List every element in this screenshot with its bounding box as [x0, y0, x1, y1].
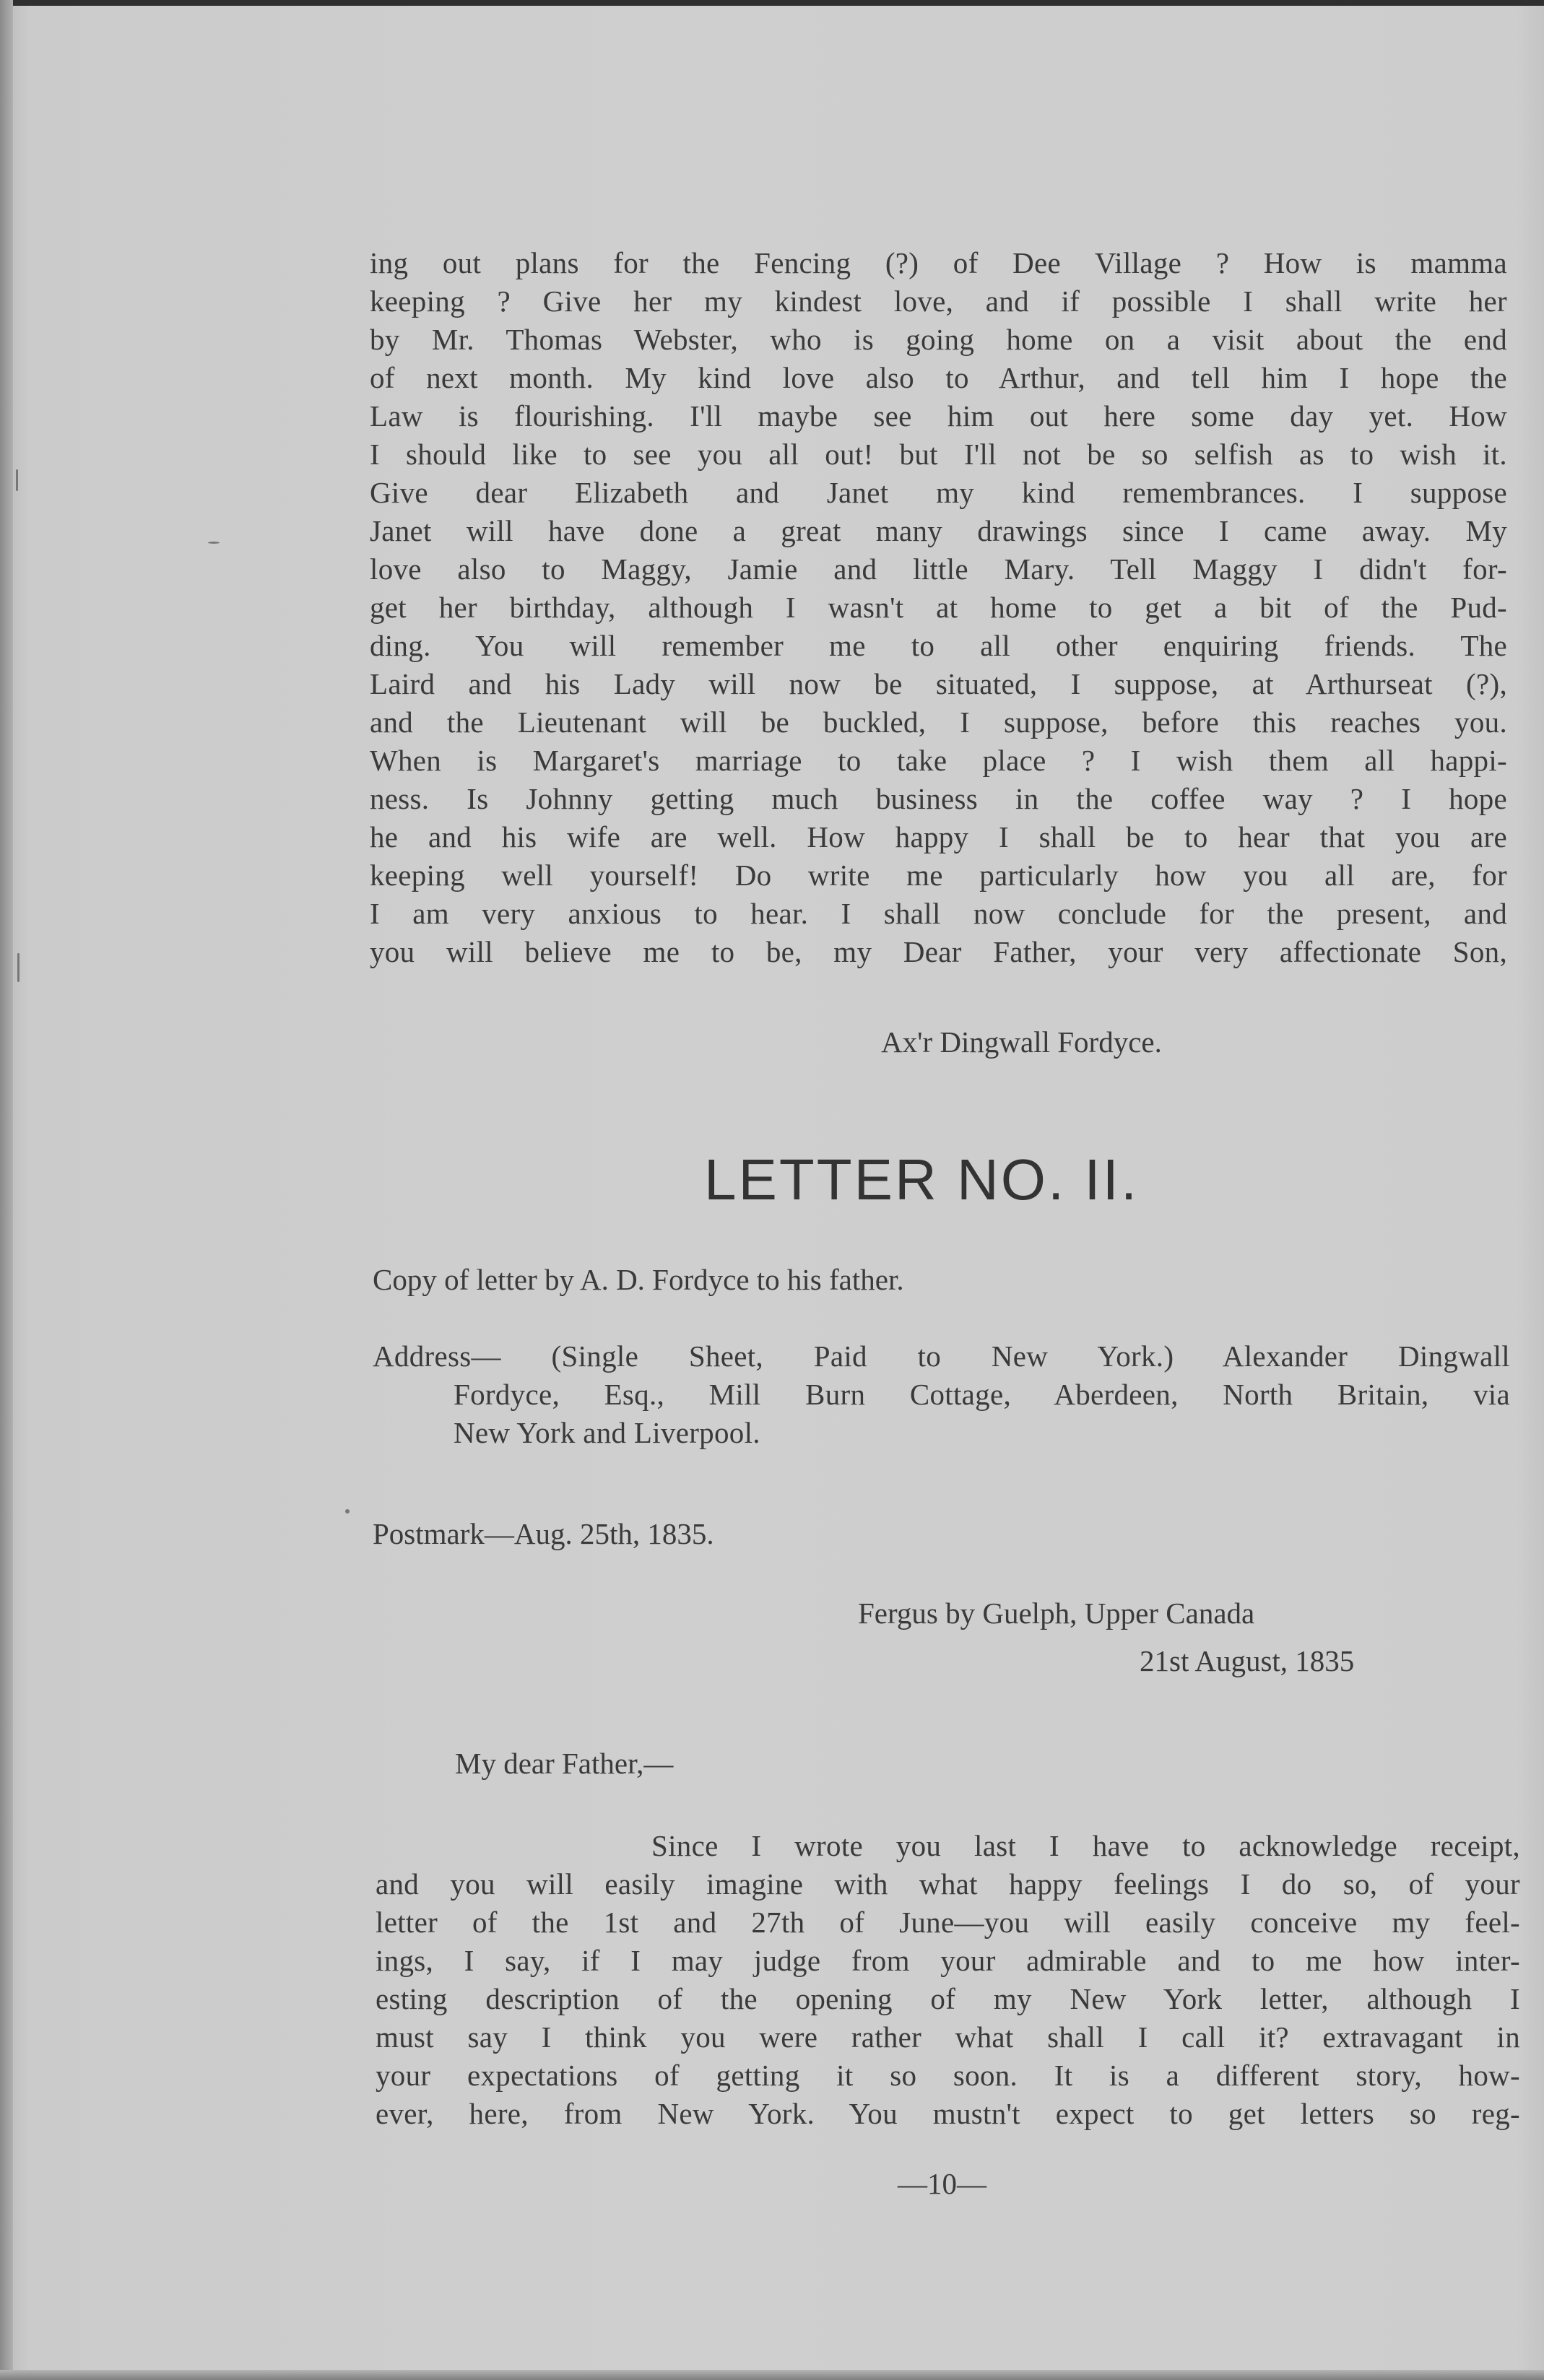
text-line: esting description of the opening of my New York letter, although I [376, 1982, 1520, 2015]
letter-signature: Ax'r Dingwall Fordyce. [881, 1025, 1162, 1059]
letter-continuation [370, 244, 1507, 971]
text-line: ding. You will remember me to all other enquiring friends. The [370, 629, 1507, 662]
text-line: you will believe me to be, my Dear Father, your very affectionate Son, [370, 935, 1507, 968]
page-top-edge [0, 0, 1544, 6]
text-line: Give dear Elizabeth and Janet my kind remembrances. I suppose [370, 476, 1507, 509]
text-line: and the Lieutenant will be buckled, I suppose, before this reaches you. [370, 705, 1507, 739]
dateline-place: Fergus by Guelph, Upper Canada [858, 1597, 1255, 1630]
scan-speck [208, 542, 220, 544]
text-line: keeping well yourself! Do write me particularly how you all are, for [370, 859, 1507, 892]
address-block [373, 1337, 1510, 1452]
address-line: Address— (Single Sheet, Paid to New York.) Alexander Dingwall [373, 1339, 1510, 1373]
text-line: get her birthday, although I wasn't at home to get a bit of the Pud- [370, 591, 1507, 624]
scan-speck [16, 469, 18, 491]
page-number: —10— [898, 2167, 986, 2200]
text-line: ness. Is Johnny getting much business in the coffee way ? I hope [370, 782, 1507, 815]
page-binding-edge [0, 0, 13, 2380]
letter-heading: LETTER NO. II. [704, 1147, 1140, 1212]
salutation: My dear Father,— [455, 1747, 674, 1780]
text-line: of next month. My kind love also to Arthur, and tell him I hope the [370, 361, 1507, 394]
dateline-date: 21st August, 1835 [1140, 1644, 1355, 1677]
text-line: Laird and his Lady will now be situated, I suppose, at Arthurseat (?), [370, 667, 1507, 700]
address-line: Fordyce, Esq., Mill Burn Cottage, Aberdeen, North Britain, via [454, 1378, 1510, 1411]
text-line: Law is flourishing. I'll maybe see him out here some day yet. How [370, 399, 1507, 433]
letter-body [376, 1827, 1520, 2133]
address-line: New York and Liverpool. [454, 1416, 760, 1449]
text-line: Janet will have done a great many drawings since I came away. My [370, 514, 1507, 547]
text-line: ever, here, from New York. You mustn't expect to get letters so reg- [376, 2097, 1520, 2130]
text-line: and you will easily imagine with what happy feelings I do so, of your [376, 1867, 1520, 1901]
text-line: by Mr. Thomas Webster, who is going home on a visit about the end [370, 323, 1507, 356]
text-line: keeping ? Give her my kindest love, and if possible I shall write her [370, 285, 1507, 318]
text-line: ings, I say, if I may judge from your admirable and to me how inter- [376, 1944, 1520, 1977]
text-line: he and his wife are well. How happy I shall be to hear that you are [370, 820, 1507, 854]
copy-note: Copy of letter by A. D. Fordyce to his father. [373, 1263, 904, 1296]
text-line: your expectations of getting it so soon. It is a different story, how- [376, 2059, 1520, 2092]
postmark: Postmark—Aug. 25th, 1835. [373, 1517, 714, 1550]
text-line: must say I think you were rather what shall I call it? extravagant in [376, 2020, 1520, 2054]
text-line: ing out plans for the Fencing (?) of Dee Village ? How is mamma [370, 246, 1507, 279]
text-line: love also to Maggy, Jamie and little Mary. Tell Maggy I didn't for- [370, 552, 1507, 586]
text-line: I should like to see you all out! but I'll not be so selfish as to wish it. [370, 438, 1507, 471]
scan-speck [17, 953, 19, 982]
page-bottom-edge [0, 2370, 1544, 2380]
text-line: letter of the 1st and 27th of June—you will easily conceive my feel- [376, 1906, 1520, 1939]
scan-speck [345, 1509, 350, 1513]
text-line: I am very anxious to hear. I shall now conclude for the present, and [370, 897, 1507, 930]
text-line: When is Margaret's marriage to take place ? I wish them all happi- [370, 744, 1507, 777]
text-line: Since I wrote you last I have to acknowledge receipt, [651, 1829, 1520, 1862]
